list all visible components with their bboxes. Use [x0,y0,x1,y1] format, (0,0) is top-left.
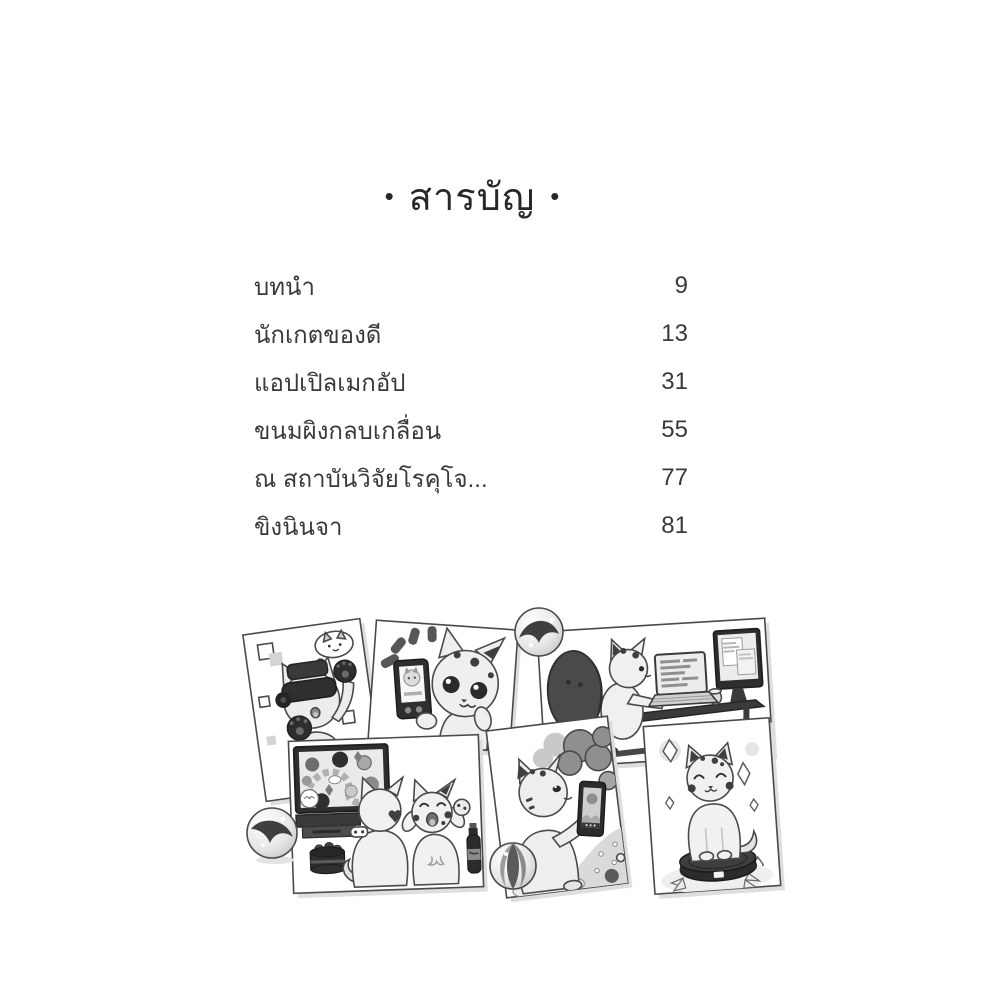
cats-playing-console-photo [288,735,487,899]
title-right-dot-icon: • [550,181,560,211]
toc-row [254,358,688,406]
toc-row [254,310,688,358]
chapter-title: ขนมผิงกลบเกลื่อน [254,417,442,445]
camera-phone [577,781,606,836]
chapter-title: บทนำ [254,273,315,301]
cat-on-robot-vacuum-photo [643,718,785,900]
chapter-page-number: 77 [661,464,688,491]
table-of-contents [254,262,688,550]
chapter-page-number: 81 [661,512,688,539]
marble-swirl-left [247,808,297,864]
chapter-title: ณ สถาบันวิจัยโรคุโจ... [254,465,488,493]
toc-row [254,502,688,550]
chapter-title: แอปเปิลเมกอัป [254,369,406,397]
chapter-title: นักเกตของดี [254,321,382,349]
chapter-page-number: 31 [661,368,688,395]
toc-row [254,262,688,310]
page-title [252,166,692,227]
marble-beachball-bottom [490,843,536,889]
snack-bowl [310,842,345,874]
smartphone [394,659,432,719]
marble-swirl-top [515,608,563,656]
page-title-text: สารบัญ [408,177,536,219]
chapter-page-number: 9 [674,272,688,299]
cat-photo-collage-illustration [228,590,798,925]
toc-row [254,406,688,454]
chapter-title: ขิงนินจา [254,513,343,541]
chapter-page-number: 55 [661,416,688,443]
title-left-dot-icon: • [384,181,394,211]
toc-row [254,454,688,502]
chapter-page-number: 13 [661,320,688,347]
